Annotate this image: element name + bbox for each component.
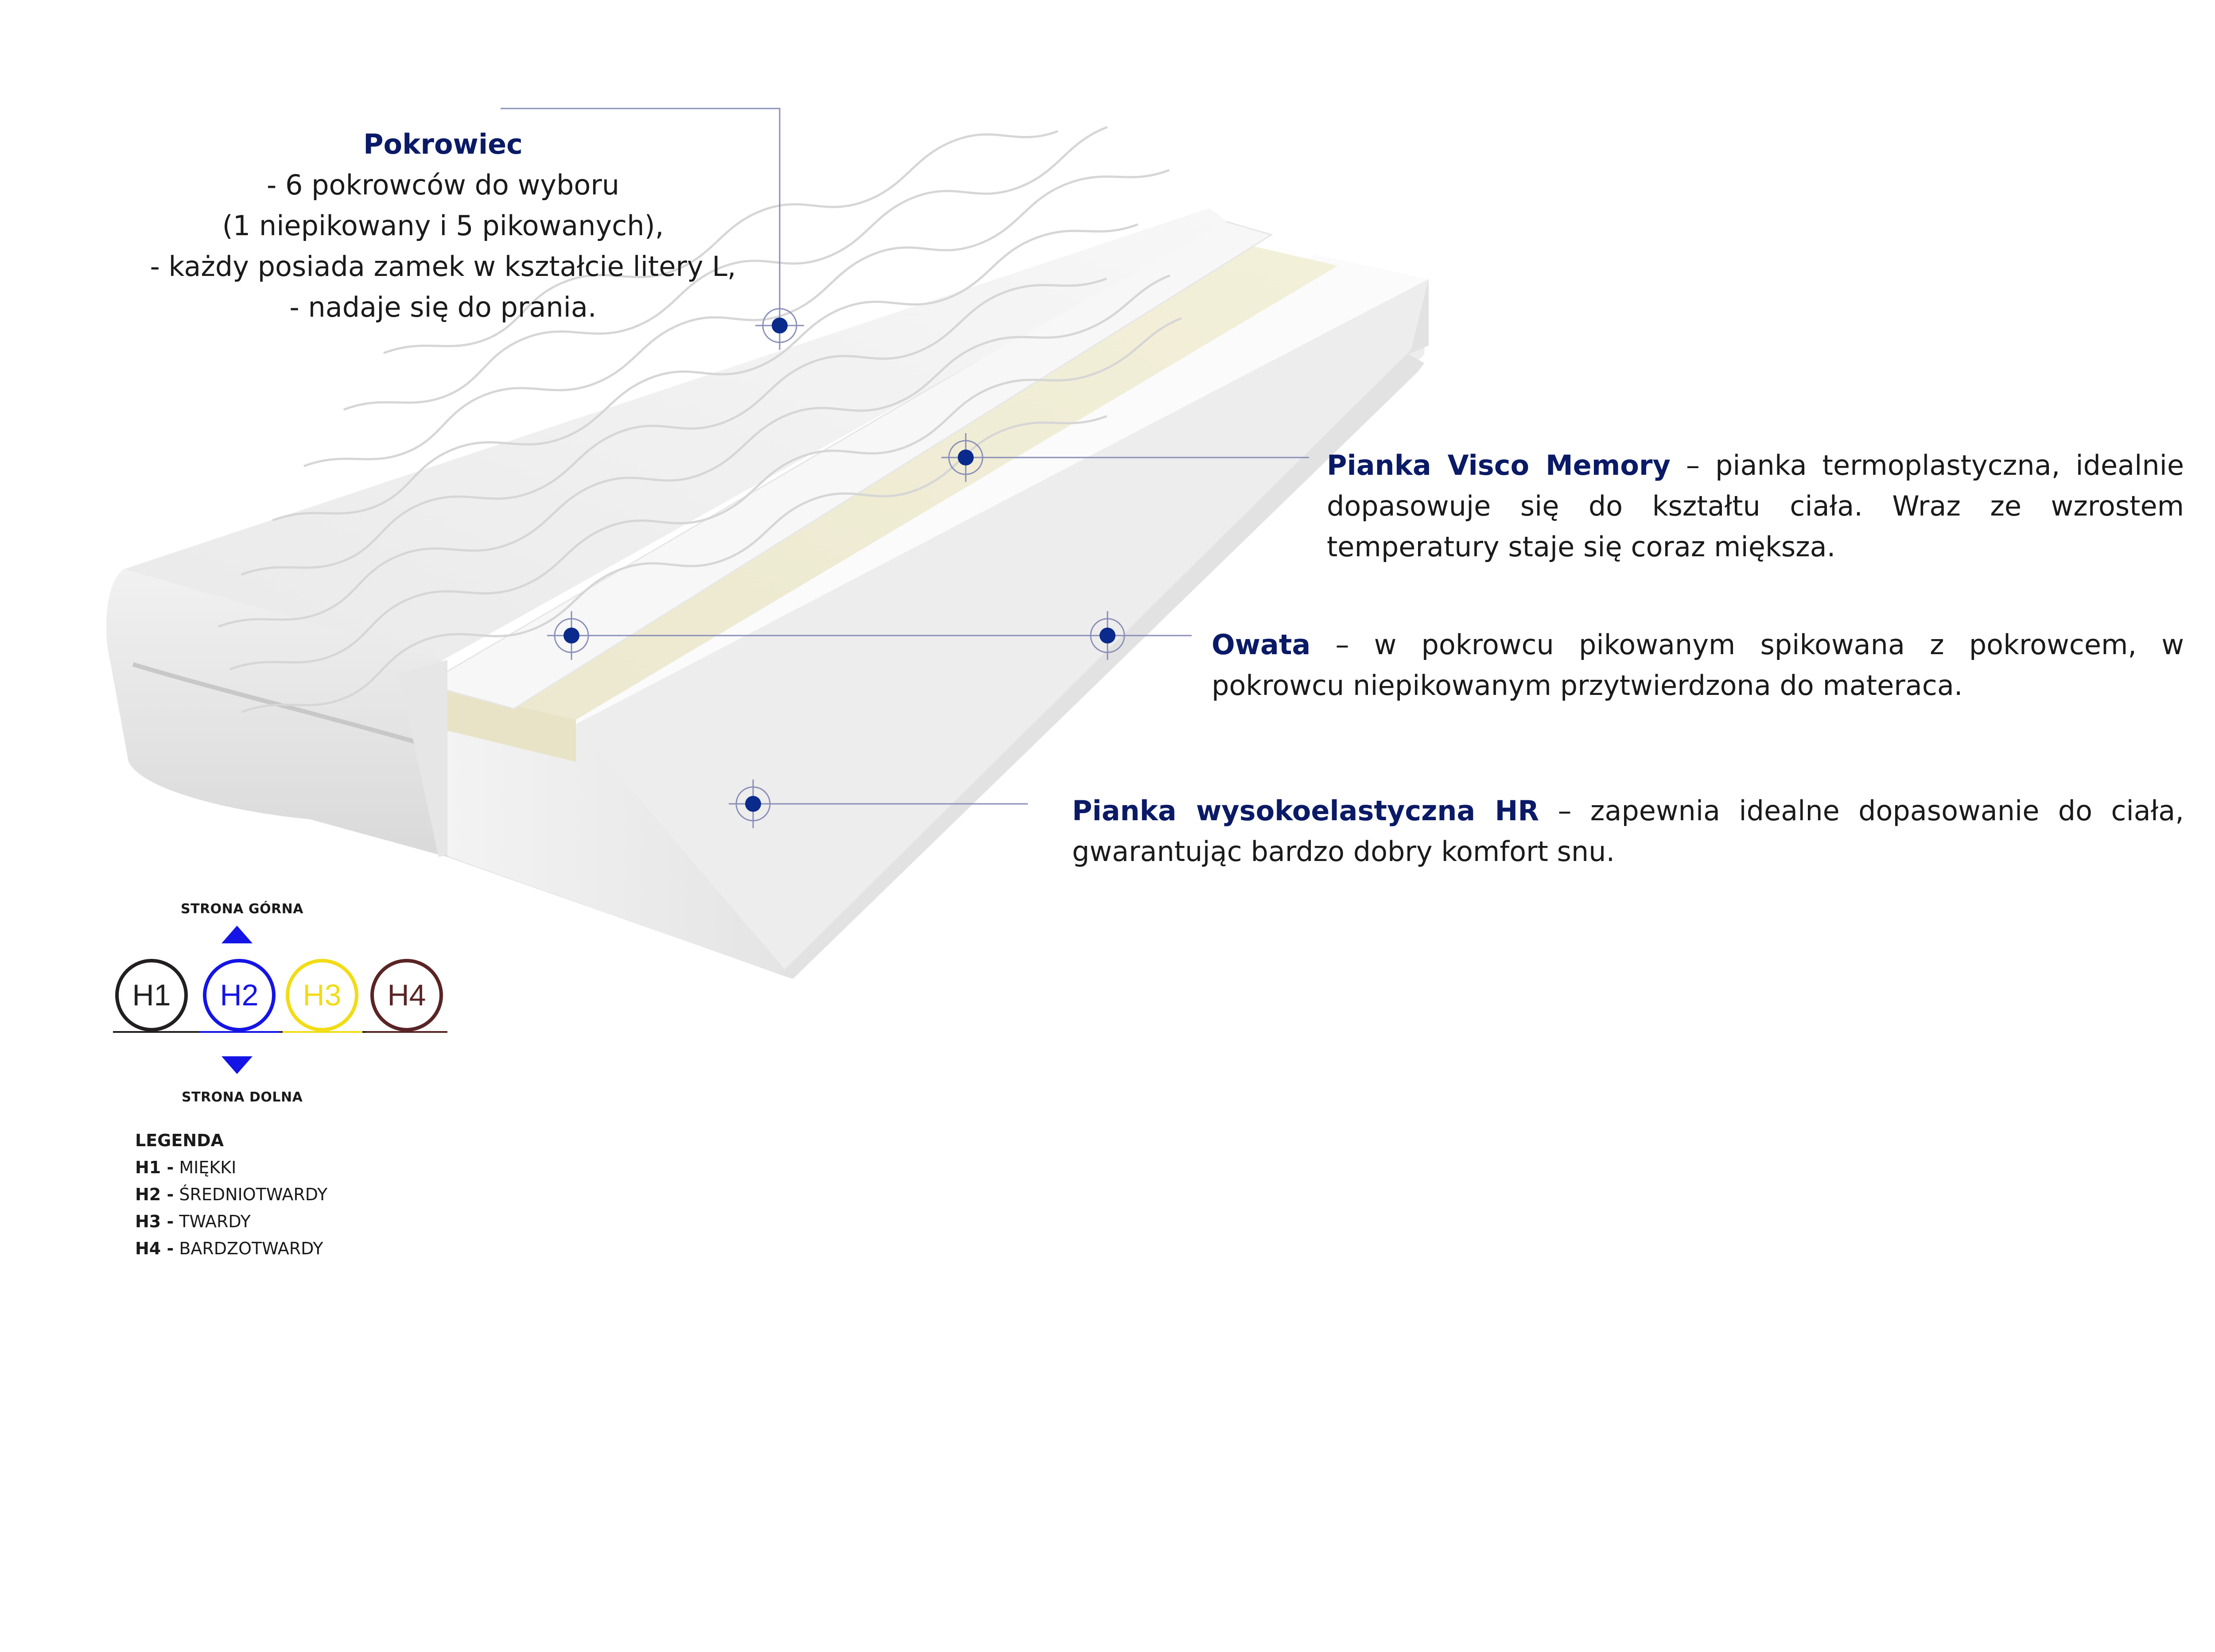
legend-code: H3 -: [135, 1212, 174, 1231]
legend-code: H1 -: [135, 1158, 174, 1177]
bottom-side-label: STRONA DOLNA: [182, 1090, 303, 1105]
callout-cover-line: - każdy posiada zamek w kształcie litery L,: [150, 250, 736, 283]
callout-hr: [1072, 791, 2184, 872]
firmness-h2-circle: H2: [203, 959, 276, 1032]
legend-item: [135, 1208, 327, 1235]
callout-visco: [1327, 445, 2184, 567]
callout-owata: [1212, 624, 2184, 706]
firmness-h3-circle: H3: [286, 959, 358, 1032]
top-side-label: STRONA GÓRNA: [181, 901, 303, 917]
callout-hr-text: – zapewnia idealne dopasowanie do ciała, gwarantując bardzo dobry komfort snu.: [1072, 795, 2184, 868]
callout-visco-title: Pianka Visco Memory: [1327, 449, 1671, 481]
legend-code: H4 -: [135, 1239, 174, 1258]
callout-owata-text: – w pokrowcu pikowanym spikowana z pokrowcem, w pokrowcu niepikowanym przytwierdzona do materaca.: [1212, 628, 2184, 702]
firmness-h1-circle: H1: [115, 959, 188, 1032]
legend-item: [135, 1154, 327, 1181]
arrow-down-icon: [222, 1056, 253, 1074]
callout-cover-title: Pokrowiec: [363, 128, 523, 160]
legend-title: LEGENDA: [135, 1131, 224, 1150]
firmness-h4-circle: H4: [370, 959, 443, 1032]
firmness-legend: [135, 1127, 327, 1262]
callout-hr-title: Pianka wysokoelastyczna HR: [1072, 795, 1539, 827]
arrow-up-icon: [222, 926, 253, 943]
callout-visco-text: – pianka termoplastyczna, idealnie dopasowuje się do kształtu ciała. Wraz ze wzrostem temperatury staje się coraz miększa.: [1327, 449, 2184, 563]
legend-name: MIĘKKI: [174, 1158, 237, 1177]
legend-name: BARDZOTWARDY: [174, 1239, 323, 1258]
legend-code: H2 -: [135, 1185, 174, 1204]
callout-cover-line: - 6 pokrowców do wyboru: [266, 169, 620, 201]
callout-owata-title: Owata: [1212, 628, 1311, 661]
callout-cover-line: (1 niepikowany i 5 pikowanych),: [222, 209, 664, 242]
legend-name: ŚREDNIOTWARDY: [174, 1185, 328, 1204]
legend-item: [135, 1235, 327, 1262]
callout-cover-line: - nadaje się do prania.: [289, 291, 597, 323]
legend-name: TWARDY: [174, 1212, 251, 1231]
callout-cover: [133, 124, 753, 328]
legend-item: [135, 1181, 327, 1208]
